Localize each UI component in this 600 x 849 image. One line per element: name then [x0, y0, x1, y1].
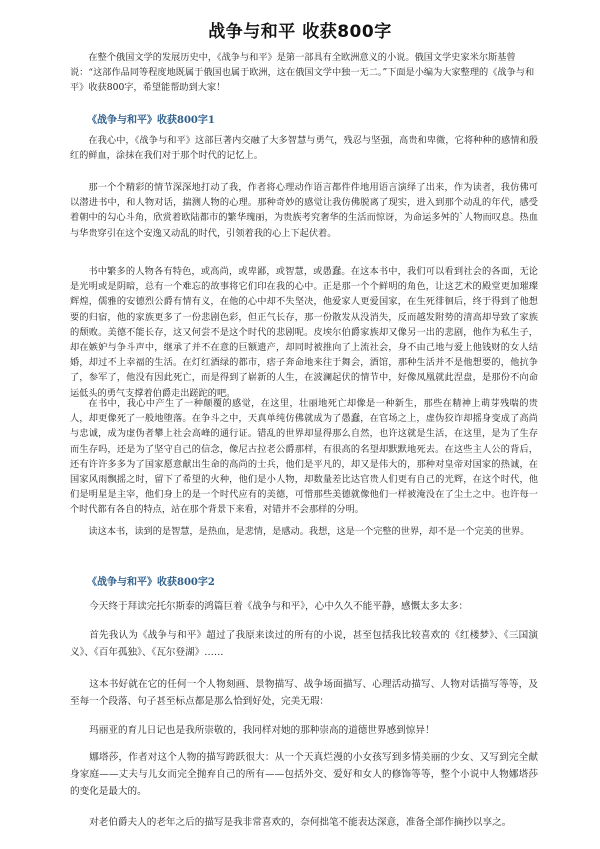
- section-1-paragraph-4: 在书中，我心中产生了一种颠覆的感觉，在这里，壮丽地死亡却像是一种新生，那些在精神上萌芽残喘的贵人，却更像死了一般地堕落。在争斗之中，天真单纯仿佛就成为了愚蠢，在官场之上，虚伪狡诈却摇身变成了高尚与忠诚，成为虚伪者攀上社会高峰的通行证。错乱的世界却显得那么自然，也许这就是生活，在这里，是为了生存而生存吗，还是为了坚守自己的信念，像尼古拉老公爵那样，有很高的名望却默默地死去。在这些主人公的背后，还有许许多多为了国家愿意献出生命的高尚的士兵，他们是平凡的，却又是伟大的，那种对皇帝对国家的热诚，在国家风雨飘摇之时，留下了希望的火种，他们是小人物，却数量差比达官贵人们更有自己的光辉，在这个时代，他们是明星是主宰，他们身上的是一个时代应有的美德，可惜那些美德就像他们一样被淹没在了尘土之中。也许每一个时代都有各自的特点，站在那个背景下来看，对错并不会那样的分明。: [70, 398, 538, 516]
- section-1-paragraph-5: 读这本书，读到的是智慧，是热血，是悲情，是感动。我想，这是一个完整的世界，却不是一个完美的世界。: [88, 526, 530, 537]
- section-2-paragraph-5: 娜塔莎，作者对这个人物的描写跨跃很大：从一个天真烂漫的小女孩写到多情美丽的少女、又写到完全献身家庭——丈夫与儿女而完全抛弃自己的所有——包括外交、爱好和女人的修饰等等，整个小说中人物娜塔莎的变化是最大的。: [70, 752, 538, 797]
- section-2-paragraph-1: 今天终于拜读完托尔斯泰的鸿篇巨着《战争与和平》，心中久久不能平静，感慨太多太多：: [89, 601, 469, 612]
- section-2-paragraph-6: 对老伯爵夫人的老年之后的描写是我非常喜欢的，奈何拙笔不能表达深意，准备全部作摘抄以享之。: [89, 817, 512, 828]
- intro-paragraph: 在整个俄国文学的发展历史中，《战争与和平》是第一部具有全欧洲意义的小说。俄国文学史家米尔斯基曾说：“这部作品同等程度地既属于俄国也属于欧洲，这在俄国文学中独一无二。”下面是小编为大家整理的《战争与和平》收获800字，希望能帮助到大家！: [70, 52, 535, 93]
- section-2-paragraph-4: 玛丽亚的育儿日记也是我所崇敬的，我同样对她的那种崇高的道德世界感到惊异！: [89, 725, 435, 736]
- section-1-paragraph-2: 那一个个精彩的情节深深地打动了我，作者将心理动作语言都件件地用语言演绎了出来，作为读者，我仿佛可以潜进书中，和人物对话，揣测人物的心理。那种奇妙的感觉让我仿佛脱离了现实，进入到那个动乱的年代，感受着朝中的勾心斗角，欣赏着欧陆都市的繁华瑰丽，为贵族考究奢华的生活而惊讶，为命运多舛的`人物而叹息。热血与华贵穿引在这个安逸又动乱的时代，引领着我的心上下起伏着。: [70, 182, 538, 239]
- section-2-paragraph-3: 这本书好就在它的任何一个人物刻画、景物描写、战争场面描写、心理活动描写、人物对话描写等等，及至每一个段落、句子甚至标点都是那么恰到好处，完美无瑕：: [70, 679, 538, 707]
- page-title: 战争与和平 收获800字: [208, 22, 392, 42]
- section-1-paragraph-3: 书中繁多的人物各有特色，或高尚，或卑鄙，或智慧，或愚蠢。在这本书中，我们可以看到社会的各面，无论是光明或是阴暗，总有一个难忘的故事将它们印在我的心中。正是那一个个鲜明的角色，让这艺术的殿堂更加璀璨辉煌，儒雅的安德烈公爵有情有义，在他的心中却不失坚决，他爱家人更爱国家，在生死徘徊后，终于得到了他想要的归宿，他的家族更多了一份悲剧色彩，但正气长存，那一份散发从没消失，反而越发附势的清高却导致了家族的颓败。美德不能长存，这又何尝不是这个时代的悲剧呢。皮埃尔伯爵家族却又像另一出的悲剧，他作为私生子，却在嫉妒与争斗声中，继承了并不在意的巨额遗产，却同时被推向了上流社会，身不由己地与爱上他钱财的女人结婚，却过不上幸福的生活。在灯红酒绿的都市，痞子奔命地来往于舞会，酒馆，那种生活并不是他想要的，他抗争了，参军了，他没有因此死亡，而是得到了崭新的人生，在波澜起伏的情节中，好像凤凰就此涅盘，是那份不向命运低头的勇气支撑着伯爵走出蹉跎的吧。: [70, 266, 538, 399]
- section-2-heading: 《战争与和平》收获800字2: [87, 577, 215, 588]
- section-1-heading: 《战争与和平》收获800字1: [87, 115, 215, 126]
- section-1-paragraph-1: 在我心中，《战争与和平》这部巨著内交融了大多智慧与勇气，残忍与坚强，高贵和卑微，它将种种的感情和殷红的鲜血，涂抹在我们对于那个时代的记忆上。: [70, 135, 538, 162]
- section-2-paragraph-2: 首先我认为《战争与和平》超过了我原来读过的所有的小说，甚至包括我比较喜欢的《红楼梦》、《三国演义》、《百年孤独》、《瓦尔登湖》……: [70, 630, 538, 658]
